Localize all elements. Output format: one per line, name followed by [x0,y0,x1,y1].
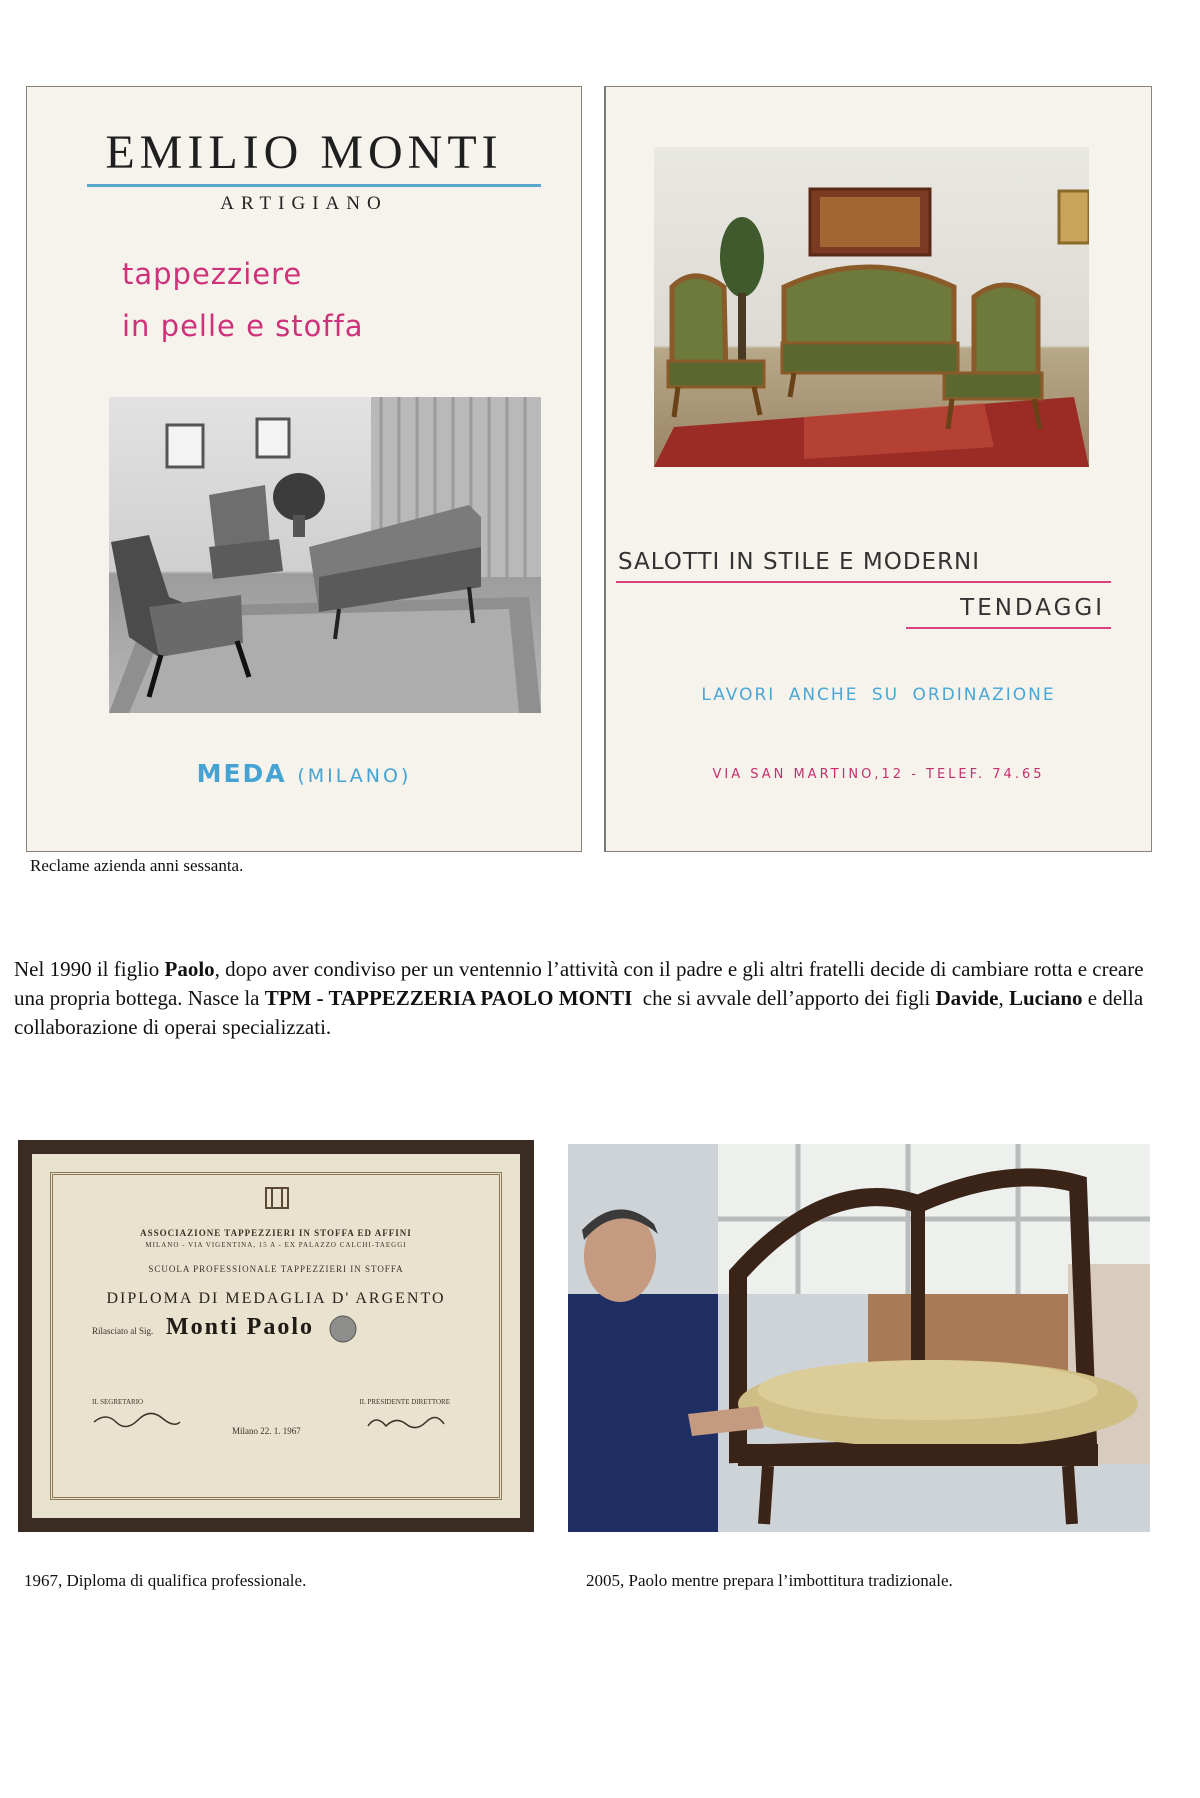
diploma-photo [18,1140,534,1532]
subheadline-underline [906,627,1111,629]
diploma-recipient-name: Monti Paolo [166,1314,314,1340]
diploma-date: Milano 22. 1. 1967 [232,1426,301,1436]
para-text-1: Nel 1990 il figlio [14,957,165,981]
shop-address: VIA SAN MARTINO,12 - TELEF. 74.65 [712,767,1045,782]
modern-living-room-illustration [109,397,541,713]
upholstery-work-illustration [568,1144,1150,1532]
para-text-5: e della collaborazione di operai specializzati. [14,986,1144,1039]
silver-medal-icon [328,1314,358,1344]
advert-right [604,86,1152,852]
para-bold-tpm: TPM - TAPPEZZERIA PAOLO MONTI [264,986,633,1010]
diploma-school: SCUOLA PROFESSIONALE TAPPEZZIERI IN STOFFA [148,1264,404,1274]
brand-subtitle: ARTIGIANO [220,193,388,214]
para-bold-paolo: Paolo [164,957,215,981]
diploma-caption: 1967, Diploma di qualifica professionale. [24,1571,307,1590]
workshop-caption: 2005, Paolo mentre prepara l’imbottitura tradizionale. [586,1571,953,1590]
brand-underline [87,184,541,187]
classic-salon-illustration [654,147,1089,467]
diploma-address: MILANO - VIA VIGENTINA, 15 A - EX PALAZZO CALCHI-TAEGGI [145,1241,407,1249]
association-emblem-icon [262,1184,292,1212]
tagline-line-2: in pelle e stoffa [122,309,364,343]
subheadline: TENDAGGI [960,595,1105,621]
diploma-title: DIPLOMA DI MEDAGLIA D' ARGENTO [106,1290,446,1307]
advert-left [26,86,582,852]
para-text-2: , dopo aver condiviso per un ventennio l’attività con il padre e gli altri fratelli decide di cambiare rotta e creare una propria bottega. Nasce la [14,957,1144,1010]
location-label [27,759,581,788]
headline: SALOTTI IN STILE E MODERNI [618,549,981,575]
para-bold-luciano: Luciano [1009,986,1083,1010]
para-bold-davide: Davide [935,986,999,1010]
brand-title: EMILIO MONTI [105,126,503,179]
president-signature [366,1412,446,1432]
para-text-4: , [998,986,1009,1010]
custom-work-note: LAVORI ANCHE SU ORDINAZIONE [701,685,1056,705]
secretary-signature [92,1410,182,1428]
diploma-issued-to: Rilasciato al Sig. [92,1326,154,1336]
classic-salon-photo [654,147,1089,467]
ads-caption: Reclame azienda anni sessanta. [30,856,244,875]
workshop-photo [568,1144,1150,1532]
tagline-line-1: tappezziere [122,257,303,291]
modern-living-room-photo [109,397,541,713]
diploma-secretary: IL SEGRETARIO [92,1398,144,1406]
city-name: MEDA [196,759,287,788]
para-text-3: che si avvale dell’apporto dei figli [632,986,936,1010]
diploma-association: ASSOCIAZIONE TAPPEZZIERI IN STOFFA ED AFFINI [140,1228,412,1238]
diploma-president: IL PRESIDENTE DIRETTORE [359,1398,450,1406]
headline-underline [616,581,1111,583]
history-paragraph [14,955,1174,1042]
region-name: (MILANO) [297,765,412,787]
